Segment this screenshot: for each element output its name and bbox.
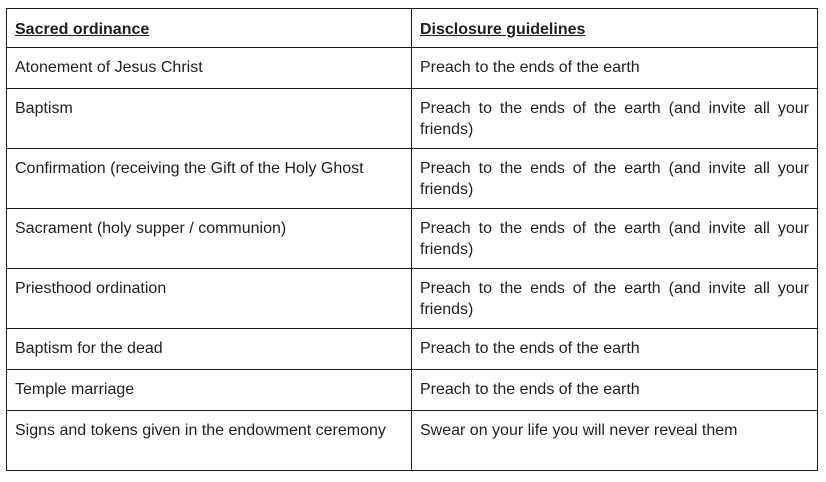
- guideline-cell: Preach to the ends of the earth (and invite all your friends): [412, 269, 818, 329]
- guideline-cell: Preach to the ends of the earth (and invite all your friends): [412, 149, 818, 209]
- table-row: [7, 269, 818, 329]
- guideline-cell: Preach to the ends of the earth (and invite all your friends): [412, 209, 818, 269]
- ordinance-table: [6, 8, 818, 471]
- guideline-cell: Preach to the ends of the earth: [412, 370, 818, 411]
- table-row: [7, 411, 818, 471]
- ordinance-cell: Sacrament (holy supper / communion): [7, 209, 412, 269]
- table-row: [7, 89, 818, 149]
- table-row: [7, 329, 818, 370]
- table-header-row: [7, 9, 818, 48]
- table-row: [7, 370, 818, 411]
- header-disclosure-guidelines: Disclosure guidelines: [412, 9, 818, 48]
- table-row: [7, 149, 818, 209]
- table-row: [7, 48, 818, 89]
- ordinance-cell: Baptism: [7, 89, 412, 149]
- ordinance-cell: Temple marriage: [7, 370, 412, 411]
- ordinance-cell: Signs and tokens given in the endowment ceremony: [7, 411, 412, 471]
- ordinance-cell: Atonement of Jesus Christ: [7, 48, 412, 89]
- guideline-cell: Preach to the ends of the earth (and invite all your friends): [412, 89, 818, 149]
- ordinance-cell: Priesthood ordination: [7, 269, 412, 329]
- guideline-cell: Preach to the ends of the earth: [412, 329, 818, 370]
- guideline-cell: Swear on your life you will never reveal them: [412, 411, 818, 471]
- header-sacred-ordinance: Sacred ordinance: [7, 9, 412, 48]
- table-row: [7, 209, 818, 269]
- ordinance-cell: Confirmation (receiving the Gift of the Holy Ghost: [7, 149, 412, 209]
- ordinance-cell: Baptism for the dead: [7, 329, 412, 370]
- guideline-cell: Preach to the ends of the earth: [412, 48, 818, 89]
